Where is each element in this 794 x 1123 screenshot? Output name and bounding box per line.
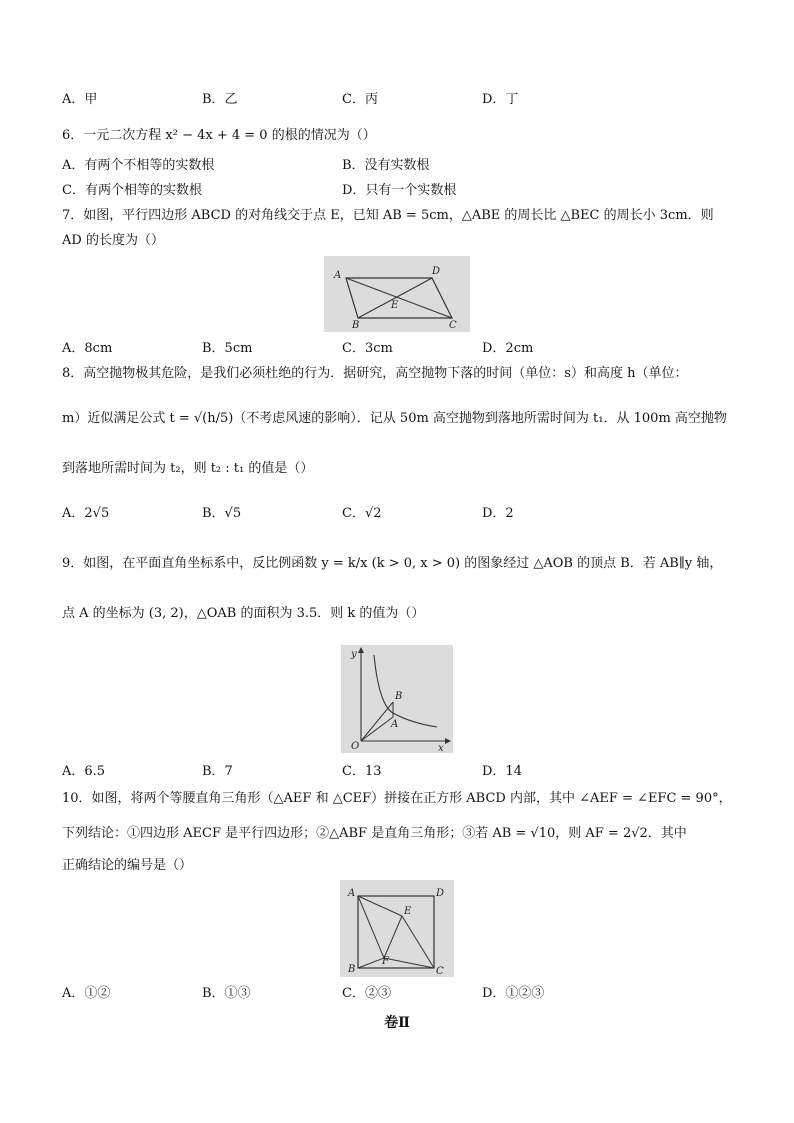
section-title: 卷Ⅱ: [384, 1015, 410, 1031]
label-f: F: [382, 956, 389, 967]
option-a: A．有两个不相等的实数根: [62, 158, 215, 173]
label-b: B: [348, 964, 356, 975]
label-e: E: [391, 300, 399, 311]
label-a: A: [348, 888, 356, 899]
option-d: D．14: [482, 764, 522, 779]
q10-square-figure: [340, 880, 454, 977]
option-d: D．2cm: [482, 341, 534, 356]
option-b: B．7: [202, 764, 233, 779]
q6-stem: 6．一元二次方程 x² − 4x + 4 = 0 的根的情况为（）: [62, 128, 376, 143]
option-c: C．√2: [342, 506, 382, 521]
label-d: D: [436, 888, 445, 899]
q5-options: [62, 91, 762, 109]
label-b: B: [352, 320, 360, 331]
option-d: D．只有一个实数根: [342, 183, 457, 198]
option-b: B．5cm: [202, 341, 253, 356]
q9-stem-line2: 点 A 的坐标为 (3, 2)，△OAB 的面积为 3.5．则 k 的值为（）: [62, 606, 425, 621]
label-b: B: [395, 691, 403, 702]
option-c: C．丙: [342, 92, 378, 107]
option-b: B．没有实数根: [342, 158, 430, 173]
label-x: x: [438, 743, 444, 753]
q6-options-row1: [62, 157, 762, 175]
label-o: O: [351, 741, 360, 752]
q7-parallelogram-figure: [324, 256, 470, 332]
q10-options: [62, 985, 762, 1003]
option-a: A．甲: [62, 92, 98, 107]
label-e: E: [404, 906, 412, 917]
option-d: D．2: [482, 506, 514, 521]
q8-stem-line2: m）近似满足公式 t = √(h/5)（不考虑风速的影响）．记从 50m 高空抛物到落地所需时间为 t₁．从 100m 高空抛物: [62, 411, 727, 426]
q6-options-row2: [62, 182, 762, 200]
label-a: A: [391, 719, 399, 730]
label-c: C: [449, 320, 457, 331]
option-b: B．乙: [202, 92, 238, 107]
q7-options: [62, 340, 762, 358]
option-c: C．②③: [342, 986, 391, 1001]
q9-stem-line1: 9．如图，在平面直角坐标系中，反比例函数 y = k/x (k > 0, x > 0) 的图象经过 △AOB 的顶点 B．若 AB∥y 轴，: [62, 556, 723, 571]
option-c: C．13: [342, 764, 382, 779]
option-a: A．8cm: [62, 341, 113, 356]
q8-stem-line3: 到落地所需时间为 t₂，则 t₂ : t₁ 的值是（）: [62, 461, 314, 476]
label-d: D: [432, 266, 441, 277]
q9-coordinate-figure: [341, 645, 453, 753]
option-b: B．①③: [202, 986, 251, 1001]
option-d: D．①②③: [482, 986, 545, 1001]
q8-stem-line1: 8．高空抛物极其危险，是我们必须杜绝的行为．据研究，高空抛物下落的时间（单位：s）和高度 h（单位：: [62, 366, 688, 381]
option-a: A．2√5: [62, 506, 110, 521]
option-a: A．①②: [62, 986, 111, 1001]
label-a: A: [334, 270, 342, 281]
label-y: y: [351, 649, 357, 660]
q7-stem-line2: AD 的长度为（）: [62, 233, 164, 248]
q9-options: [62, 763, 762, 781]
label-c: C: [436, 966, 444, 977]
q7-stem-line1: 7．如图，平行四边形 ABCD 的对角线交于点 E，已知 AB = 5cm，△ABE 的周长比 △BEC 的周长小 3cm．则: [62, 208, 714, 223]
option-c: C．有两个相等的实数根: [62, 183, 202, 198]
option-c: C．3cm: [342, 341, 393, 356]
q10-stem-line1: 10．如图，将两个等腰直角三角形（△AEF 和 △CEF）拼接在正方形 ABCD 内部，其中 ∠AEF = ∠EFC = 90°，: [62, 791, 732, 806]
q8-options: [62, 505, 762, 523]
option-d: D．丁: [482, 92, 519, 107]
q10-stem-line3: 正确结论的编号是（）: [62, 858, 193, 873]
option-a: A．6.5: [62, 764, 106, 779]
q10-stem-line2: 下列结论：①四边形 AECF 是平行四边形；②△ABF 是直角三角形；③若 AB = √10，则 AF = 2√2．其中: [62, 826, 687, 841]
option-b: B．√5: [202, 506, 242, 521]
